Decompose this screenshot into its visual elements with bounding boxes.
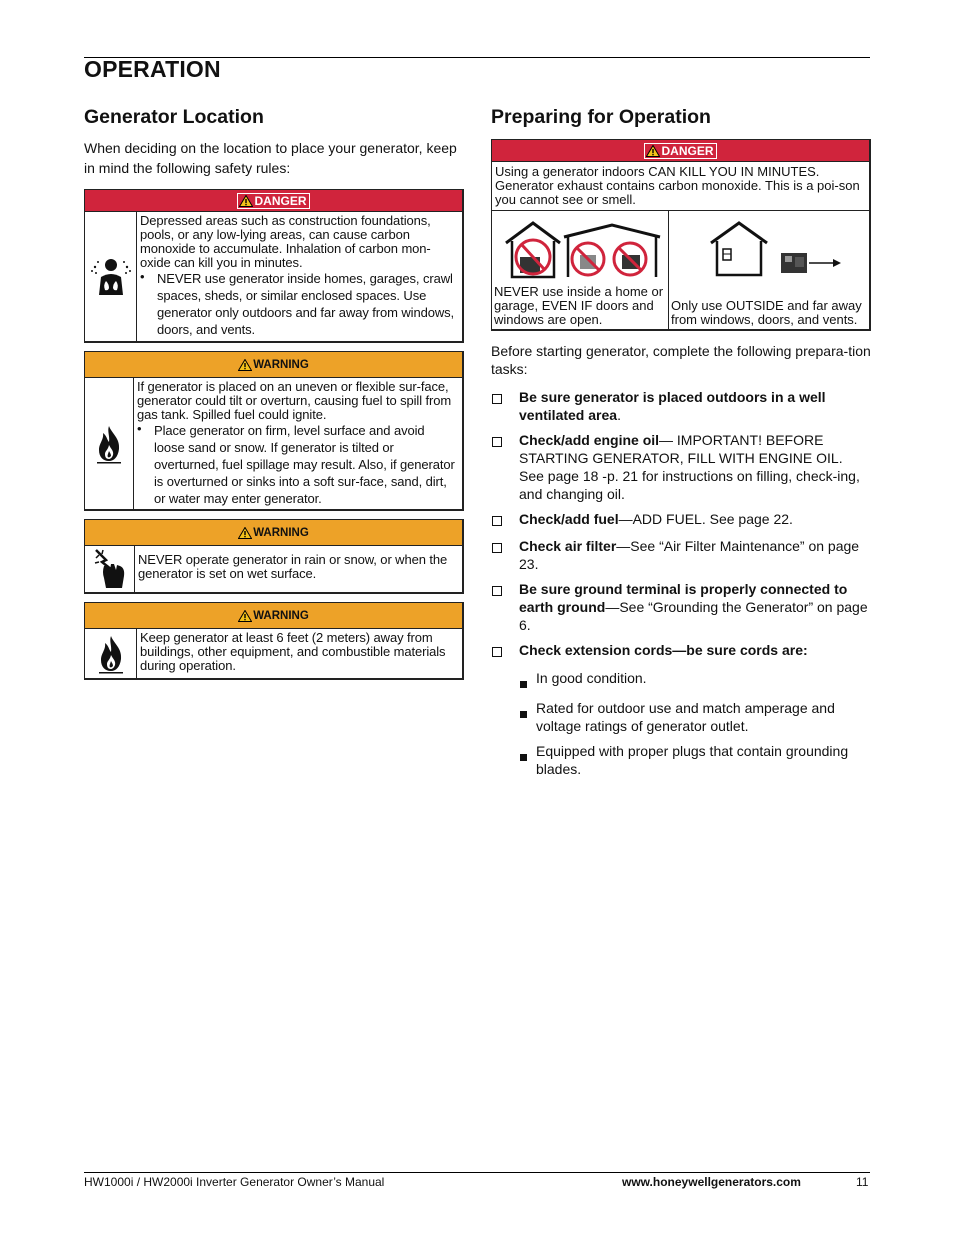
outdoor-generator-icon xyxy=(709,221,849,279)
danger-signal-bar xyxy=(492,140,869,162)
checkbox-icon xyxy=(492,394,502,404)
generator-location-heading: Generator Location xyxy=(84,106,264,128)
warning-signal-bar xyxy=(85,603,462,629)
outdoor-only-caption: Only use OUTSIDE and far away from windows, doors, and vents. xyxy=(671,298,862,327)
warning-box-uneven xyxy=(84,351,464,511)
electric-shock-icon xyxy=(85,546,135,592)
danger-co-text: Depressed areas such as construction foundations, pools, or any low-lying areas, can cause carbon monoxide to accumulate. Inhalation of carbon mon-oxide can kill you in minutes. • NEVER use generator inside homes, garages, crawl spaces, sheds, or similar enclosed spaces. Use generator only outdoors and far away from windows, doors, and vents. xyxy=(137,212,462,341)
footer-manual-title: HW1000i / HW2000i Inverter Generator Owner’s Manual xyxy=(84,1175,385,1189)
alert-triangle-icon xyxy=(238,359,252,371)
warning-label: WARNING xyxy=(238,359,309,371)
checkbox-icon xyxy=(492,437,502,447)
outdoor-only-panel xyxy=(669,211,869,329)
toxic-fumes-icon xyxy=(85,212,137,341)
fire-icon xyxy=(85,629,137,678)
task-air-filter: Check air filter—See “Air Filter Maintenance” on page 23. xyxy=(491,537,871,573)
warning-label: WARNING xyxy=(238,610,309,622)
generator-location-section xyxy=(84,106,464,688)
alert-triangle-icon xyxy=(238,610,252,622)
danger-signal-bar xyxy=(85,190,462,212)
checkbox-icon xyxy=(492,516,502,526)
preparing-for-operation-section xyxy=(491,106,871,785)
generator-location-intro: When deciding on the location to place your generator, keep in mind the following safety rules: xyxy=(84,140,457,176)
warning-box-rain xyxy=(84,519,464,594)
warning-signal-bar xyxy=(85,520,462,546)
task-engine-oil: Check/add engine oil— IMPORTANT! BEFORE STARTING GENERATOR, FILL WITH ENGINE OIL. See page 18 -p. 21 for instructions on filling, check-ing, and changing oil. xyxy=(491,431,871,503)
indoor-prohibited-panel xyxy=(492,211,669,329)
danger-indoors-text: Using a generator indoors CAN KILL YOU IN MINUTES. Generator exhaust contains carbon monoxide. This is a poi-son you cannot see or smell. xyxy=(492,162,869,211)
task-ventilated: Be sure generator is placed outdoors in a well ventilated area. xyxy=(491,388,871,424)
warning-uneven-bullet: • Place generator on firm, level surface and avoid loose sand or snow. If generator is tilted or overturned, fuel spillage may result. Also, if generator is overturned or sinks into a soft sur-face, sand, dirt, or water may enter generator. xyxy=(137,421,455,506)
danger-label: DANGER xyxy=(237,193,309,209)
no-indoor-generator-icon xyxy=(504,219,664,281)
cord-check-item: Rated for outdoor use and match amperage and voltage ratings of generator outlet. xyxy=(519,699,871,735)
warning-signal-bar xyxy=(85,352,462,378)
danger-box-co xyxy=(84,189,464,343)
task-ground-terminal: Be sure ground terminal is properly connected to earth ground—See “Grounding the Generator” on page 6. xyxy=(491,580,871,634)
footer-url: www.honeywellgenerators.com xyxy=(622,1175,801,1189)
warning-label: WARNING xyxy=(238,527,309,539)
checkbox-icon xyxy=(492,647,502,657)
square-bullet-icon xyxy=(520,754,527,761)
preparing-heading: Preparing for Operation xyxy=(491,106,711,128)
danger-co-bullet: • NEVER use generator inside homes, garages, crawl spaces, sheds, or similar enclosed spaces. Use generator only outdoors and far away from windows, doors, and vents. xyxy=(140,269,455,337)
task-extension-cords: Check extension cords—be sure cords are: xyxy=(491,641,871,661)
prep-intro: Before starting generator, complete the following prepara-tion tasks: xyxy=(491,343,871,377)
indoor-prohibited-caption: NEVER use inside a home or garage, EVEN IF doors and windows are open. xyxy=(494,284,664,327)
fire-icon xyxy=(85,378,134,509)
page-number: 11 xyxy=(856,1175,869,1189)
danger-label: DANGER xyxy=(644,143,716,159)
checkbox-icon xyxy=(492,543,502,553)
warning-uneven-text: If generator is placed on an uneven or flexible sur-face, generator could tilt or overturn, causing fuel to spill from gas tank. Spilled fuel could ignite. • Place generator on firm, level surface and avoid loose sand or snow. If generator is tilted or overturned, fuel spillage may result. Also, if generator is overturned or sinks into a soft sur-face, sand, dirt, or water may enter generator. xyxy=(134,378,462,509)
danger-box-indoors xyxy=(491,139,871,331)
bottom-rule xyxy=(84,1172,870,1173)
cord-check-item: In good condition. xyxy=(519,669,871,692)
alert-triangle-icon xyxy=(646,145,660,157)
cord-check-item: Equipped with proper plugs that contain grounding blades. xyxy=(519,742,871,778)
square-bullet-icon xyxy=(520,711,527,718)
warning-clearance-text: Keep generator at least 6 feet (2 meters) away from buildings, other equipment, and combustible materials during operation. xyxy=(140,630,446,673)
warning-box-clearance xyxy=(84,602,464,680)
square-bullet-icon xyxy=(520,681,527,688)
warning-rain-text: NEVER operate generator in rain or snow, or when the generator is set on wet surface. xyxy=(138,552,448,581)
task-fuel: Check/add fuel—ADD FUEL. See page 22. xyxy=(491,510,871,530)
alert-triangle-icon xyxy=(239,195,253,207)
page-title: OPERATION xyxy=(84,56,221,82)
checkbox-icon xyxy=(492,586,502,596)
alert-triangle-icon xyxy=(238,527,252,539)
